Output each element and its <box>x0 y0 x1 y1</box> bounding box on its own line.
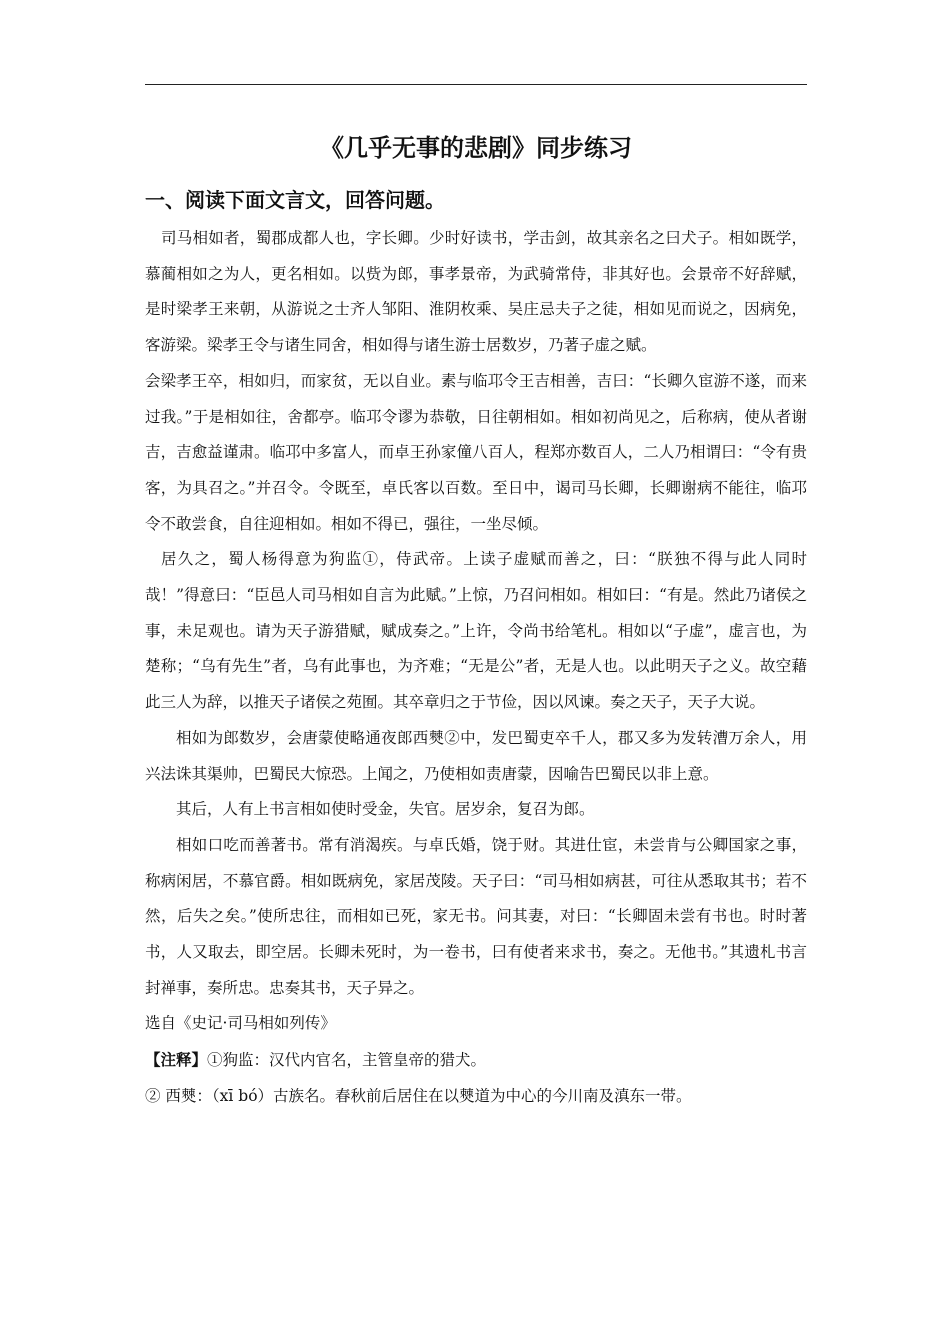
section-heading: 一、阅读下面文言文，回答问题。 <box>145 188 445 212</box>
paragraph-3: 居久之，蜀人杨得意为狗监①，侍武帝。上读子虚赋而善之，曰：“朕独不得与此人同时哉！”得意曰：“臣邑人司马相如自言为此赋。”上惊，乃召问相如。相如曰：“有是。然此乃诸侯之事，未足观也。请为天子游猎赋，赋成奏之。”上许，令尚书给笔札。相如以“子虚”，虚言也，为楚称；“乌有先生”者，乌有此事也，为齐难；“无是公”者，无是人也。以此明天子之义。故空藉此三人为辞，以推天子诸侯之苑囿。其卒章归之于节俭，因以风谏。奏之天子，天子大说。 <box>145 550 807 712</box>
passage-body <box>145 221 807 1115</box>
note-1 <box>145 1042 807 1079</box>
paragraph-4: 相如为郎数岁，会唐蒙使略通夜郎西僰②中，发巴蜀吏卒千人，郡又多为发转漕万余人，用兴法诛其渠帅，巴蜀民大惊恐。上闻之，乃使相如责唐蒙，因喻告巴蜀民以非上意。 <box>145 728 807 783</box>
note-1-text: ①狗监：汉代内官名，主管皇帝的猎犬。 <box>207 1051 487 1070</box>
paragraph-1: 司马相如者，蜀郡成都人也，字长卿。少时好读书，学击剑，故其亲名之曰犬子。相如既学，慕蔺相如之为人，更名相如。以赀为郎，事孝景帝，为武骑常侍，非其好也。会景帝不好辞赋，是时梁孝王来朝，从游说之士齐人邹阳、淮阴枚乘、吴庄忌夫子之徒，相如见而说之，因病免，客游梁。梁孝王令与诸生同舍，相如得与诸生游士居数岁，乃著子虚之赋。 <box>145 229 807 355</box>
document-title: 《几乎无事的悲剧》同步练习 <box>320 134 632 162</box>
note-2: ② 西僰：（xī bó）古族名。春秋前后居住在以僰道为中心的今川南及滇东一带。 <box>145 1086 692 1105</box>
notes-label: 【注释】 <box>145 1050 208 1070</box>
paragraph-6: 相如口吃而善著书。常有消渴疾。与卓氏婚，饶于财。其进仕宦，未尝肯与公卿国家之事，称病闲居，不慕官爵。相如既病免，家居茂陵。天子曰：“司马相如病甚，可往从悉取其书；若不然，后失之矣。”使所忠往，而相如已死，家无书。问其妻，对曰：“长卿固未尝有书也。时时著书，人又取去，即空居。长卿未死时，为一卷书，曰有使者来求书，奏之。无他书。”其遗札书言封禅事，奏所忠。忠奏其书，天子异之。 <box>145 835 807 997</box>
paragraph-5: 其后，人有上书言相如使时受金，失官。居岁余，复召为郎。 <box>176 800 595 819</box>
paragraph-2: 会梁孝王卒，相如归，而家贫，无以自业。素与临邛令王吉相善，吉曰：“长卿久宦游不遂，而来过我。”于是相如往，舍都亭。临邛令谬为恭敬，日往朝相如。相如初尚见之，后称病，使从者谢吉，吉愈益谨肃。临邛中多富人，而卓王孙家僮八百人，程郑亦数百人，二人乃相谓曰：“令有贵客，为具召之。”并召令。令既至，卓氏客以百数。至日中，谒司马长卿，长卿谢病不能往，临邛令不敢尝食，自往迎相如。相如不得已，强往，一坐尽倾。 <box>145 371 807 533</box>
source-citation: 选自《史记·司马相如列传》 <box>145 1014 336 1033</box>
header-rule <box>145 84 807 85</box>
